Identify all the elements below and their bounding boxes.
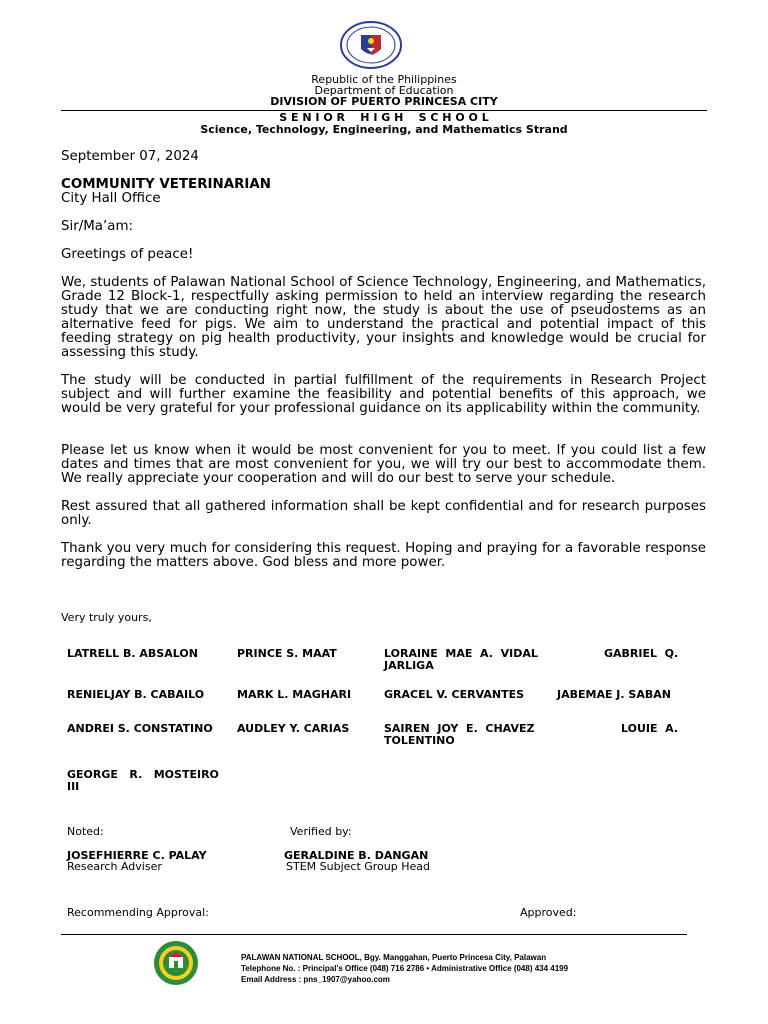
signatory-name: ANDREI S. CONSTATINO	[67, 722, 213, 735]
footer-divider	[61, 934, 687, 935]
signatory-name: LOUIE A.	[621, 722, 679, 735]
header-school-type: S E N I O R H I G H S C H O O L	[279, 111, 489, 124]
paragraph-3: Please let us know when it would be most convenient for you to meet. If you could list a few dates and times that are most convenient for you, we will try our best to accommodate them. We really appreciate your cooperation and will do our best to serve your schedule.	[61, 443, 706, 486]
signatory-name: GRACEL V. CERVANTES	[384, 688, 525, 701]
noted-name: JOSEFHIERRE C. PALAY	[67, 849, 207, 862]
paragraph-1: We, students of Palawan National School of Science Technology, Engineering, and Mathematics, Grade 12 Block-1, respectfully asking permission to held an interview regarding the research study that we are conducting right now, the study is about the use of pseudostems as an alternative feed for pigs. We aim to understand the practical and potential impact of this feeding strategy on pig health productivity, your insights and knowledge would be crucial for assessing this study.	[61, 275, 706, 360]
verified-name: GERALDINE B. DANGAN	[284, 849, 429, 862]
deped-seal-icon	[339, 21, 403, 69]
verified-role: STEM Subject Group Head	[286, 860, 431, 873]
header-strand: Science, Technology, Engineering, and Mathematics Strand	[200, 123, 568, 136]
recipient-title: COMMUNITY VETERINARIAN	[61, 177, 271, 192]
greeting: Greetings of peace!	[61, 247, 194, 262]
footer-email: Email Address : pns_1907@yahoo.com	[241, 975, 390, 984]
closing: Very truly yours,	[61, 611, 152, 624]
signatory-name: GABRIEL Q.	[604, 647, 679, 660]
paragraph-5: Thank you very much for considering this request. Hoping and praying for a favorable response regarding the matters above. God bless and more power.	[61, 541, 706, 570]
signatory-name-continued: III	[67, 780, 80, 793]
signatory-name: LORAINE MAE A. VIDAL	[384, 647, 538, 660]
footer-telephone: Telephone No. : Principal’s Office (048) 716 2786 • Administrative Office (048) 434 4199	[241, 964, 569, 973]
signatory-name: AUDLEY Y. CARIAS	[237, 722, 350, 735]
signatory-name-continued: JARLIGA	[384, 659, 434, 672]
header-division: DIVISION OF PUERTO PRINCESA CITY	[270, 95, 498, 108]
signatory-name: PRINCE S. MAAT	[237, 647, 337, 660]
header-republic: Republic of the Philippines	[311, 73, 457, 86]
noted-role: Research Adviser	[67, 860, 162, 873]
verified-label: Verified by:	[290, 825, 352, 838]
approved-label: Approved:	[520, 906, 577, 919]
signatory-name: SAIREN JOY E. CHAVEZ	[384, 722, 535, 735]
signatory-name: JABEMAE J. SABAN	[557, 688, 671, 701]
signatory-name: LATRELL B. ABSALON	[67, 647, 198, 660]
header-deped: Department of Education	[314, 84, 454, 97]
signatory-name-continued: TOLENTINO	[384, 734, 455, 747]
salutation: Sir/Ma’am:	[61, 219, 134, 234]
signatory-name: GEORGE R. MOSTEIRO	[67, 768, 219, 781]
signatory-name: RENIELJAY B. CABAILO	[67, 688, 205, 701]
recommending-approval-label: Recommending Approval:	[67, 906, 209, 919]
noted-label: Noted:	[67, 825, 104, 838]
recipient-office: City Hall Office	[61, 191, 161, 206]
letter-date: September 07, 2024	[61, 149, 199, 164]
footer-address: PALAWAN NATIONAL SCHOOL, Bgy. Manggahan, Puerto Princesa City, Palawan	[241, 953, 547, 962]
paragraph-2: The study will be conducted in partial fulfillment of the requirements in Research Project subject and will further examine the feasibility and potential benefits of this approach, we would be very grateful for your professional guidance on its applicability within the community.	[61, 373, 706, 416]
school-seal-icon	[152, 940, 200, 986]
signatory-name: MARK L. MAGHARI	[237, 688, 352, 701]
paragraph-4: Rest assured that all gathered information shall be kept confidential and for research purposes only.	[61, 499, 706, 528]
